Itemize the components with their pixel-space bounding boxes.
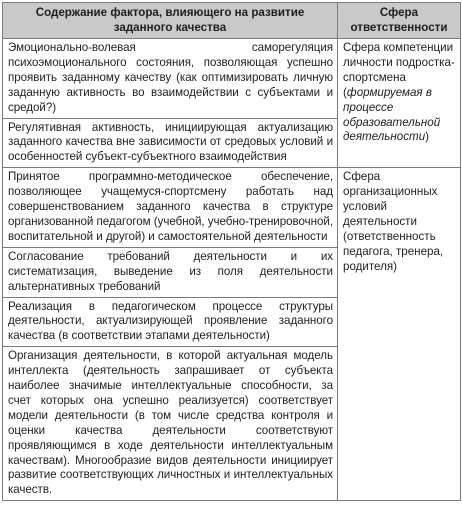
sphere-cell: [338, 168, 461, 501]
table-header-row: [3, 3, 461, 39]
factor-text: Эмоционально-волевая саморегуляция психоэмоционального состояния, позволяющая успешно проявить заданному качеству (как оптимизировать личную заданную активность во взаимодействии с субъектами и средой?): [8, 41, 333, 114]
factor-cell: [3, 118, 338, 168]
header-factor-content: Содержание фактора, влияющего на развитие заданного качества: [3, 3, 338, 39]
factor-text: Регулятивная активность, инициирующая актуализацию заданного качества вне зависимости от средовых условий и особенностей субъект-субъектного взаимодействия: [8, 120, 333, 164]
sphere-cell: [338, 39, 461, 168]
sphere-plain-text: Сфера компетенции личности подростка-спортсмена (: [343, 41, 455, 99]
factor-cell: [3, 168, 338, 248]
factors-table: [2, 2, 461, 501]
factor-text: Реализация в педагогическом процессе структуры деятельности, актуализирующей проявление заданного качества (в соответствии этапами деятельности): [8, 299, 333, 343]
header-responsibility-sphere: Сфера ответственности: [338, 3, 461, 39]
sphere-italic-text: формируемая в процессе образовательной деятельности: [343, 85, 441, 144]
factor-text: Согласование требований деятельности и их систематизация, выведение из поля деятельности альтернативных требований: [8, 249, 333, 293]
table-row: [3, 39, 461, 119]
sphere-suffix-text: ): [425, 130, 430, 144]
factor-cell: [3, 39, 338, 119]
factor-cell: [3, 247, 338, 297]
factor-text: Принятое программно-методическое обеспечение, позволяющее учащемуся-спортсмену работать над совершенствованием заданного качества в структуре организованной педагогом (учебной, учебно-тренировочной, воспитательной и другой) и самостоятельной деятельности: [8, 170, 333, 243]
factor-text: Организация деятельности, в которой актуальная модель интеллекта (деятельность запрашивает от субъекта наиболее значимые интеллектуальные способности, за счет которых она успешно реализуется) соответствует модели деятельности (в том числе средства контроля и оценки качества деятельности соответствуют проявляющимся в ходе деятельности интеллектуальным качествам). Многообразие видов деятельности инициирует развитие соответствующих личностных и интеллектуальных качеств.: [8, 349, 333, 497]
sphere-text: [343, 170, 456, 274]
factor-cell: [3, 347, 338, 501]
sphere-plain-text: Сфера организационных условий деятельности (ответственность педагога, тренера, родителя): [343, 170, 444, 273]
sphere-text: [343, 41, 456, 145]
factor-cell: [3, 297, 338, 347]
table-row: [3, 168, 461, 248]
